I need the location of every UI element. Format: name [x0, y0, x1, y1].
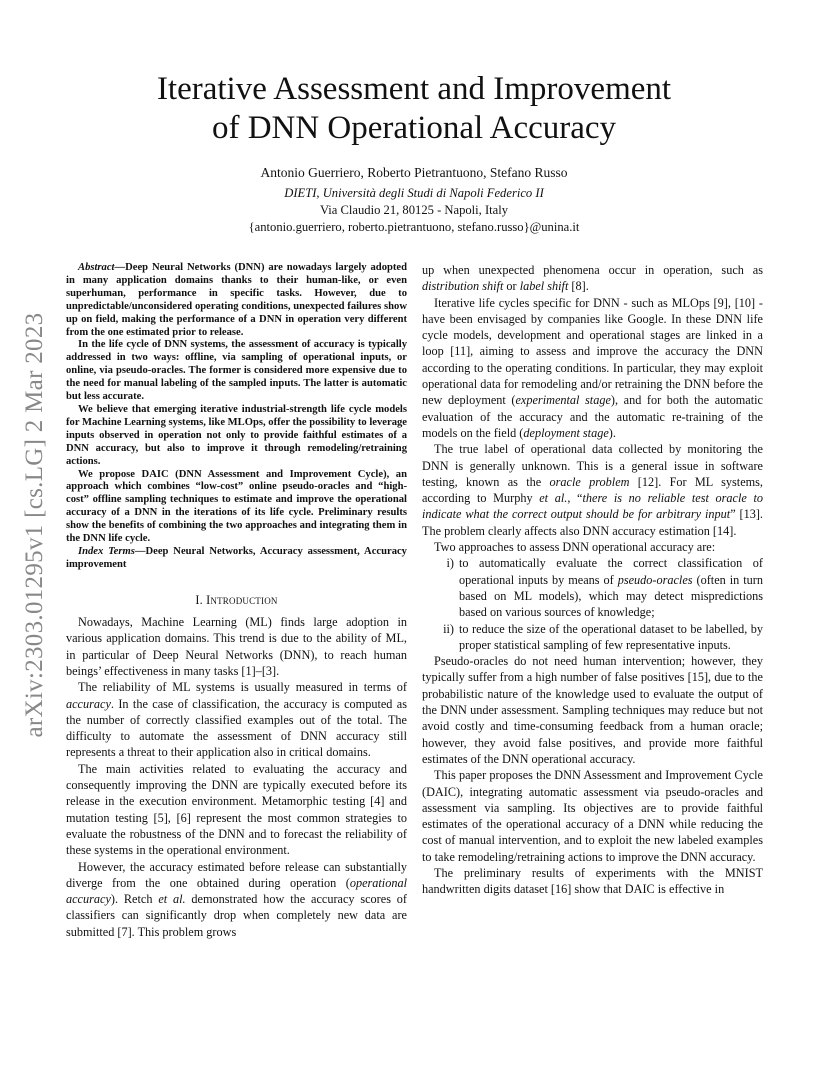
text-run: to reduce the size of the operational dataset to be labelled, by proper statistical sampling of few representative inputs. [459, 621, 763, 652]
text-run: Iterative life cycles specific for DNN - such as MLOps [9], [10] - have been envisaged by companies like Google. In these DNN life cycle models, development and operational stages are linked in a loop [11], aiming to assess and improve the accuracy the DNN according to the operating conditions. In particular, they may exploit operational data for remodeling and/or retraining the DNN before the new deployment ( [422, 295, 763, 408]
text-run-italic: et al. [539, 491, 568, 506]
body-paragraph [422, 262, 763, 295]
text-run: , “ [567, 491, 583, 506]
body-paragraph [422, 441, 763, 539]
text-run-italic: distribution shift [422, 279, 504, 294]
text-run: The true label of operational data collected by monitoring the DNN is generally unknown. This is a general issue in software testing, known as the [422, 442, 763, 489]
text-run: [8]. [568, 279, 589, 294]
abstract [66, 262, 407, 572]
body-paragraph: This paper proposes the DNN Assessment and Improvement Cycle (DAIC), integrating automatic assessment via pseudo-oracles and assessment via sampling. Its objectives are to provide faithful estimates of the operational accuracy of a DNN while reducing the cost of manual intervention, and to exploit the new labeled examples to take remodeling/retraining actions to improve the DNN accuracy. [422, 768, 763, 864]
text-run: (often in turn based on ML models), which may detect mispredictions based on various sources of knowledge; [459, 572, 763, 620]
list-marker: i) [446, 556, 454, 571]
list-item [422, 555, 763, 620]
title-line-2: of DNN Operational Accuracy [211, 110, 617, 146]
abstract-paragraph: We believe that emerging iterative industrial-strength life cycle models for Machine Learning systems, like MLOps, offer the possibility to leverage inputs observed in operation not only to provide faithful estimates of a DNN accuracy, but also to improve it through remodeling/retraining actions. [66, 403, 407, 467]
abstract-text: —Deep Neural Networks (DNN) are nowadays largely adopted in many application domains thanks to their human-like, or even superhuman, performance in specific tasks. However, due to unpredictable/unconsidered operating conditions, unexpected failures show up on field, making the performance of a DNN in operation very different from the one estimated prior to release. [66, 262, 407, 338]
body-paragraph [66, 859, 407, 940]
arxiv-stamp [20, 290, 50, 760]
body-paragraph: The main activities related to evaluating the accuracy and consequently improving the DNN are typically executed before its release in the execution environment. Metamorphic testing [4] and mutation testing [5], [6] represent the most common strategies to evaluate the robustness of the DNN and to forecast the reliability of these systems in the operational environment. [66, 761, 407, 858]
abstract-paragraph: We propose DAIC (DNN Assessment and Improvement Cycle), an approach which combines “low-cost” online pseudo-oracles and “high-cost” offline sampling techniques to estimate and improve the operational accuracy of a DNN in the iterations of its life cycle. Preliminary results show the benefits of combining the two approaches and integrating them in the DNN life cycle. [66, 468, 407, 545]
abstract-label: Abstract [78, 262, 115, 273]
approach-list [422, 555, 763, 653]
text-run: ). Retch [110, 892, 159, 907]
body-paragraph: The preliminary results of experiments with the MNIST handwritten digits dataset [16] show that DAIC is effective in [422, 865, 763, 897]
text-run: The reliability of ML systems is usually measured in terms of [78, 680, 407, 695]
text-run-italic: deployment stage [523, 425, 609, 440]
affiliation [0, 185, 828, 236]
body-paragraph: Pseudo-oracles do not need human intervention; however, they typically suffer from a high number of false positives [15], due to the probabilistic nature of the knowledge used to evaluate the output of the DNN under assessment. Sampling techniques may reduce but not avoid costly and time-consuming feedback from a human oracle; however, they avoid false positives, and provide more faithful estimates of the DNN operational accuracy. [422, 654, 763, 766]
list-marker: ii) [443, 621, 454, 636]
index-terms-text: —Deep Neural Networks, Accuracy assessment, Accuracy improvement [66, 545, 407, 570]
index-terms [66, 546, 407, 572]
body-paragraph: Nowadays, Machine Learning (ML) finds large adoption in various application domains. This trend is due to the ability of ML, in particular of Deep Neural Networks (DNN), to reach human beings’ effectiveness in many tasks [1]–[3]. [66, 615, 407, 678]
arxiv-stamp-text: arXiv:2303.01295v1 [cs.LG] 2 Mar 2023 [21, 312, 48, 738]
right-column [422, 262, 763, 898]
paper-title [0, 70, 828, 148]
text-run: [12]. For ML systems, according to Murphy [422, 474, 763, 506]
text-run-italic: operational accuracy [66, 875, 407, 907]
abstract-paragraph [66, 262, 407, 339]
body-paragraph [66, 679, 407, 760]
text-run: ), and for both the automatic evaluation of the accuracy and the automatic re-training of the models on the field ( [422, 393, 763, 440]
index-terms-label: Index Terms [78, 545, 135, 557]
text-run-italic: et al. [158, 892, 186, 907]
body-paragraph [422, 295, 763, 442]
body-paragraph: Two approaches to assess DNN operational accuracy are: [434, 540, 716, 555]
text-run-italic: oracle problem [549, 474, 630, 489]
section-number: I. [195, 592, 203, 607]
affiliation-address: Via Claudio 21, 80125 - Napoli, Italy [319, 203, 509, 217]
text-run-italic: label shift [519, 279, 569, 294]
text-run: However, the accuracy estimated before release can substantially diverge from the one obtained during operation ( [66, 859, 407, 890]
text-run: to automatically evaluate the correct classification of operational inputs by means of [459, 556, 763, 587]
affiliation-emails: {antonio.guerriero, roberto.pietrantuono, stefano.russo}@unina.it [248, 220, 580, 234]
text-run: up when unexpected phenomena occur in operation, such as [422, 263, 763, 277]
abstract-paragraph: In the life cycle of DNN systems, the assessment of accuracy is typically addressed in two ways: offline, via sampling of operational inputs, or online, via pseudo-oracles. The former is considered more expensive due to the need for manual labeling of the sampled inputs. The latter is automatic but less accurate. [66, 339, 407, 403]
text-run-italic: accuracy [66, 696, 111, 711]
text-run: ” [13]. The problem clearly affects also DNN accuracy estimation [14]. [422, 507, 763, 538]
text-run-italic: experimental stage [515, 393, 611, 408]
author-list: Antonio Guerriero, Roberto Pietrantuono, Stefano Russo [260, 165, 568, 180]
text-run: demonstrated how the accuracy scores of classifiers can significantly drop when completely new data are submitted [7]. This problem grows [66, 892, 408, 939]
list-item [422, 621, 763, 654]
text-run: . In the case of classification, the accuracy is computed as the number of correctly classified examples out of the total. The difficulty to automate the assessment of DNN accuracy still represents a threat to their application also in critical domains. [66, 696, 407, 760]
section-title: Introduction [206, 592, 278, 607]
title-line-1: Iterative Assessment and Improvement [156, 71, 672, 107]
left-column [66, 262, 407, 940]
text-run: ). [608, 425, 616, 440]
text-run-italic: there is no reliable test oracle to indicate what the correct output should be for arbitrary input [422, 491, 764, 522]
text-run: or [503, 279, 520, 294]
section-heading [66, 592, 407, 608]
affiliation-department: DIETI, Università degli Studi di Napoli Federico II [284, 186, 544, 200]
text-run-italic: pseudo-oracles [617, 572, 693, 587]
